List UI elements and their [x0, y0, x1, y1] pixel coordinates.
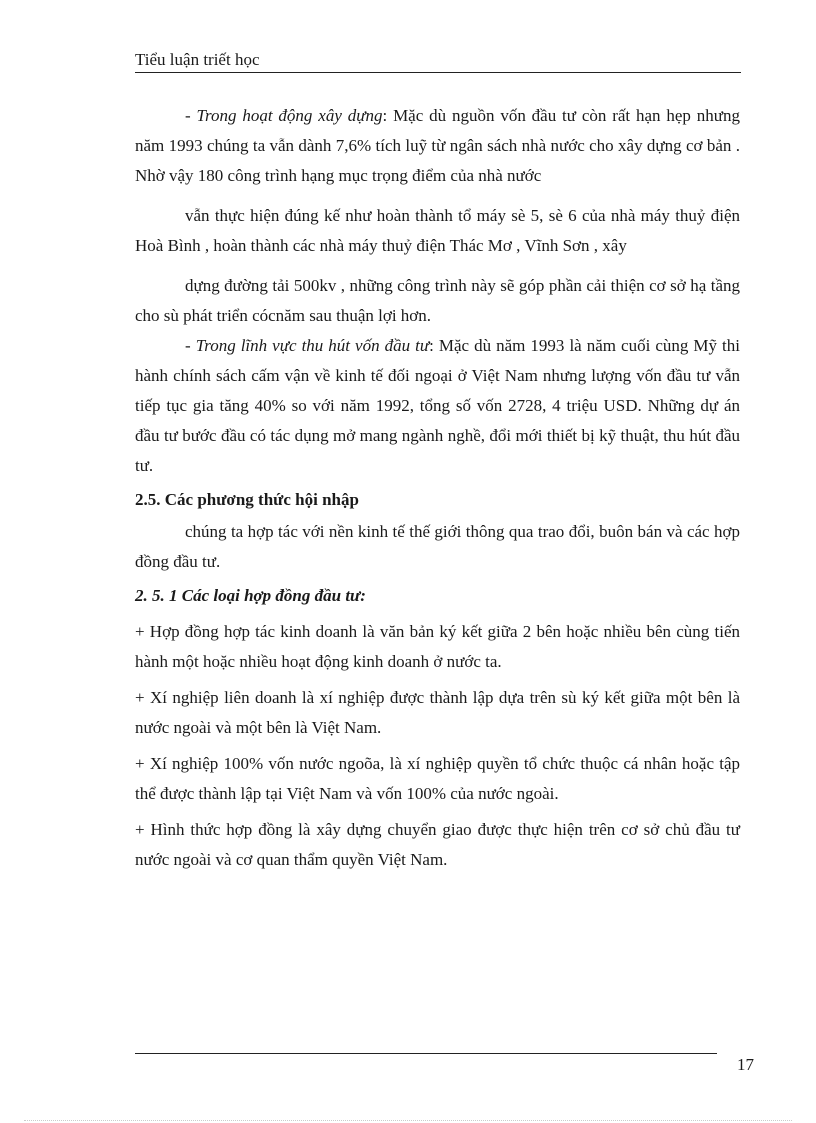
- paragraph-dash: -: [185, 106, 197, 125]
- list-item: + Hình thức hợp đồng là xây dựng chuyển giao được thực hiện trên cơ sở chủ đầu tư nước ngoài và cơ quan thẩm quyền Việt Nam.: [135, 820, 740, 869]
- paragraph-text: : Mặc dù năm 1993 là năm cuối cùng Mỹ thi hành chính sách cấm vận về kinh tế đối ngoại ở Việt Nam nhưng lượng vốn đầu tư vẫn tiếp tục gia tăng 40% so với năm 1992, tổng số vốn 2728, 4 triệu USD. Những dự án đầu tư bước đầu có tác dụng mở mang ngành nghề, đổi mới thiết bị kỹ thuật, thu hút đầu tư.: [135, 336, 740, 475]
- paragraph-infrastructure: dựng đường tải 500kv , những công trình này sẽ góp phần cải thiện cơ sở hạ tầng cho sù phát triển cócnăm sau thuận lợi hơn.: [135, 276, 740, 325]
- list-item: + Hợp đồng hợp tác kinh doanh là văn bản ký kết giữa 2 bên hoặc nhiều bên cùng tiến hành một hoặc nhiều hoạt động kinh doanh ở nước ta.: [135, 622, 740, 671]
- list-item: + Xí nghiệp 100% vốn nước ngoõa, là xí nghiệp quyền tổ chức thuộc cá nhân hoặc tập thể được thành lập tại Việt Nam và vốn 100% của nước ngoài.: [135, 754, 740, 803]
- document-body: [135, 101, 740, 875]
- paragraph-construction: [135, 101, 740, 191]
- paragraph-italic-lead: Trong hoạt động xây dựng: [196, 106, 383, 125]
- paragraph-cooperation: chúng ta hợp tác với nền kinh tế thế giới thông qua trao đổi, buôn bán và các hợp đồng đầu tư.: [135, 522, 740, 571]
- paragraph-hydropower: vẫn thực hiện đúng kế như hoàn thành tổ máy sè 5, sè 6 của nhà máy thuỷ điện Hoà Bình , hoàn thành các nhà máy thuỷ điện Thác Mơ , Vĩnh Sơn , xây: [135, 206, 740, 255]
- page-number: 17: [737, 1055, 754, 1074]
- footer-divider: [135, 1053, 717, 1054]
- paragraph-dash: -: [185, 336, 196, 355]
- section-heading-integration-methods: 2.5. Các phương thức hội nhập: [135, 490, 359, 509]
- paragraph-text: : Mặc dù nguồn vốn đầu tư còn rất hạn hẹp nhưng năm 1993 chúng ta vẫn dành 7,6% tích luỹ từ ngân sách nhà nước cho xây dựng cơ bản . Nhờ vậy 180 công trình hạng mục trọng điểm của nhà nước: [135, 106, 740, 185]
- page-bottom-edge: [24, 1120, 792, 1121]
- paragraph-investment: [135, 331, 740, 481]
- paragraph-italic-lead: Trong lĩnh vực thu hút vốn đầu tư: [195, 336, 430, 355]
- header-title: Tiểu luận triết học: [135, 50, 260, 69]
- list-item: + Xí nghiệp liên doanh là xí nghiệp được thành lập dựa trên sù ký kết giữa một bên là nước ngoài và một bên là Việt Nam.: [135, 688, 740, 737]
- subsection-heading-contract-types: 2. 5. 1 Các loại hợp đồng đầu tư:: [135, 586, 366, 605]
- page-header: [135, 50, 741, 73]
